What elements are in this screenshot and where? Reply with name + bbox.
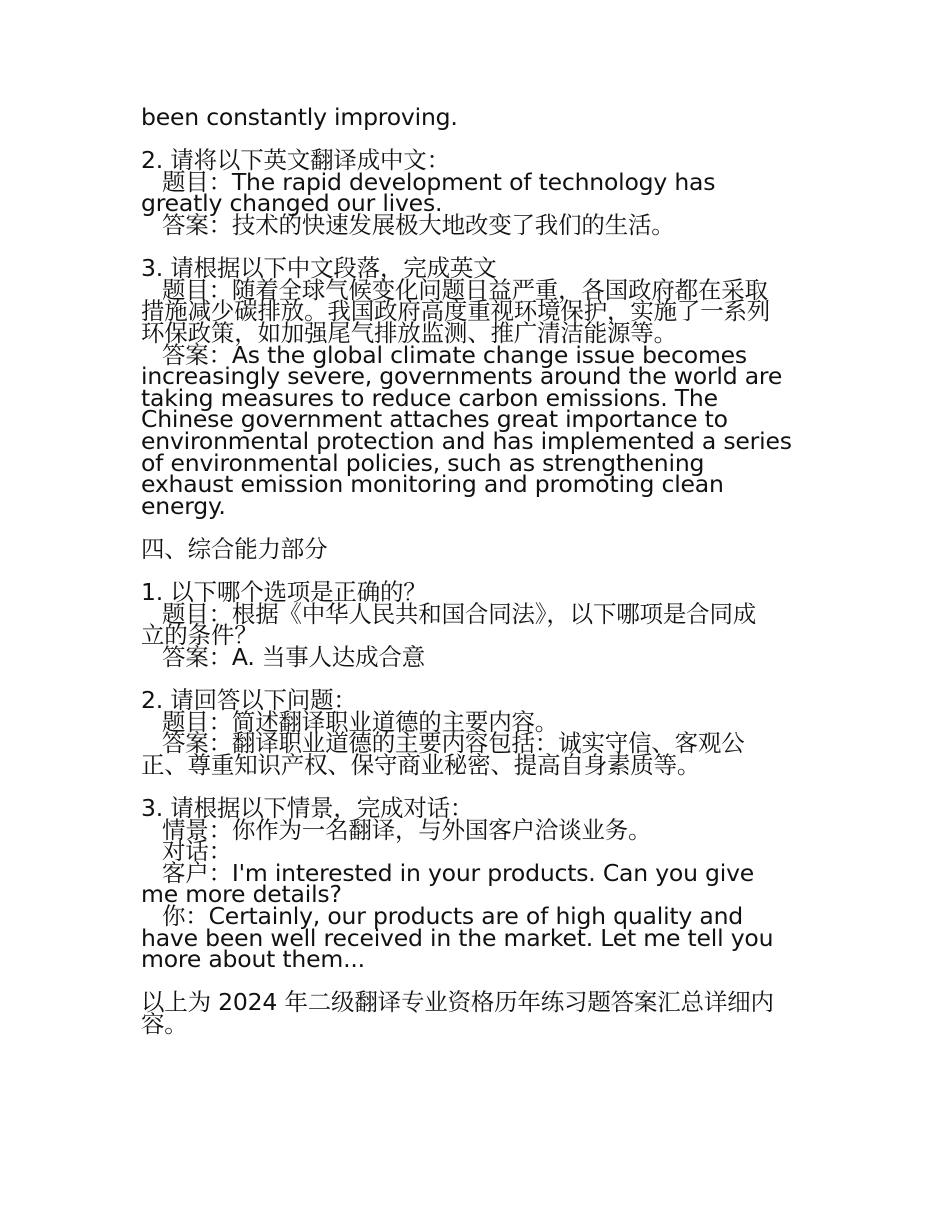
response-line: have been well received in the market. Let me tell you — [141, 923, 774, 952]
response-line: 你：Certainly, our products are of high quality and — [162, 901, 744, 930]
question-answer: increasingly severe, governments around the world are — [141, 362, 783, 391]
question-answer: Chinese government attaches great importance to — [141, 405, 728, 434]
question-answer: 答案：As the global climate change issue becomes — [162, 340, 747, 369]
continuation-text: been constantly improving. — [141, 103, 458, 131]
section-heading: 四、综合能力部分 — [141, 534, 328, 563]
question-title: 1. 以下哪个选项是正确的？ — [141, 578, 427, 607]
scenario-text: 情景：你作为一名翻译，与外国客户洽谈业务。 — [162, 815, 652, 844]
question-answer: 答案：A. 当事人达成合意 — [162, 642, 426, 671]
question-prompt: 题目：The rapid development of technology has — [162, 167, 716, 196]
dialogue-label: 对话： — [162, 837, 232, 866]
question-prompt: 题目：根据《中华人民共和国合同法》，以下哪项是合同成 — [162, 599, 757, 628]
question-answer: 正、尊重知识产权、保守商业秘密、提高自身素质等。 — [141, 750, 701, 779]
question-answer: taking measures to reduce carbon emissions. The — [141, 383, 718, 412]
question-prompt: 题目：随着全球气候变化问题日益严重，各国政府都在采取 — [162, 275, 768, 304]
question-answer: of environmental policies, such as strengthening — [141, 448, 705, 477]
question-title: 3. 请根据以下中文段落，完成英文 — [141, 254, 497, 283]
response-line: more about them... — [141, 945, 365, 974]
closing-text: 容。 — [141, 1009, 188, 1038]
document-page — [141, 103, 811, 1038]
question-answer: energy. — [141, 491, 226, 520]
question-prompt: 措施减少碳排放。我国政府高度重视环境保护，实施了一系列 — [141, 297, 771, 326]
client-line: me more details? — [141, 880, 342, 909]
question-answer: exhaust emission monitoring and promoting clean — [141, 470, 724, 499]
question-answer: 答案：技术的快速发展极大地改变了我们的生活。 — [162, 210, 675, 239]
question-prompt: 题目：简述翻译职业道德的主要内容。 — [162, 707, 559, 736]
question-prompt: 立的条件？ — [141, 621, 258, 650]
question-answer: environmental protection and has implemented a series — [141, 426, 792, 455]
question-title: 2. 请将以下英文翻译成中文： — [141, 146, 450, 175]
question-prompt: 环保政策，如加强尾气排放监测、推广清洁能源等。 — [141, 318, 677, 347]
question-answer: 答案：翻译职业道德的主要内容包括：诚实守信、客观公 — [162, 729, 745, 758]
question-title: 2. 请回答以下问题： — [141, 686, 357, 715]
closing-text: 以上为 2024 年二级翻译专业资格历年练习题答案汇总详细内 — [141, 988, 774, 1017]
question-prompt: greatly changed our lives. — [141, 189, 443, 218]
question-title: 3. 请根据以下情景，完成对话： — [141, 794, 474, 822]
client-line: 客户：I'm interested in your products. Can you give — [162, 858, 755, 887]
